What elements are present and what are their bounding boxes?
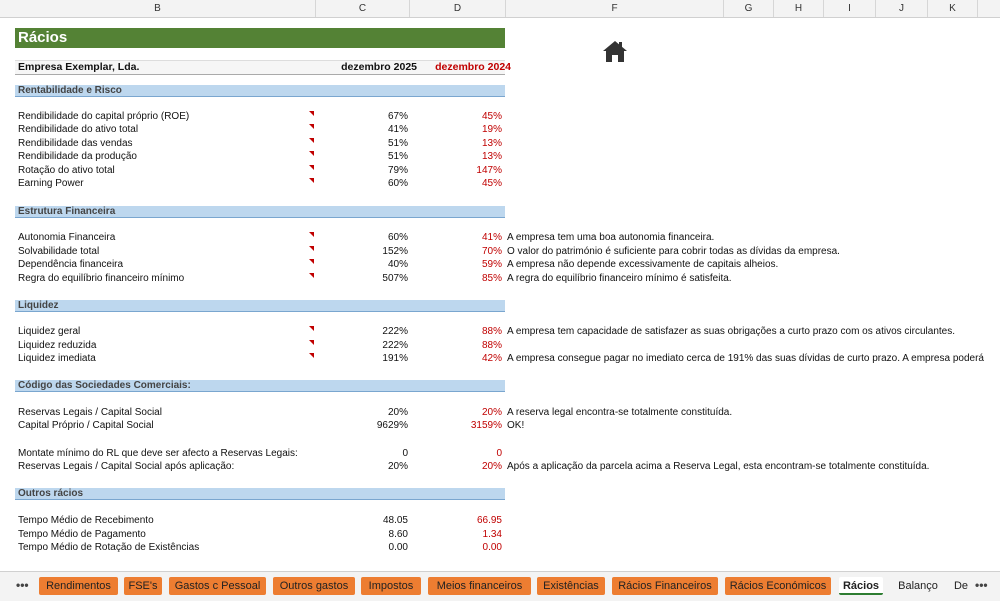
value-current: 51% bbox=[387, 151, 408, 162]
comment-indicator-icon[interactable] bbox=[309, 124, 314, 129]
value-previous: 13% bbox=[481, 151, 502, 162]
row-comment: A reserva legal encontra-se totalmente constituída. bbox=[507, 407, 733, 418]
value-current: 60% bbox=[387, 232, 408, 243]
table-row[interactable] bbox=[15, 460, 1000, 473]
row-label: Earning Power bbox=[18, 178, 84, 189]
tab-outros-gastos[interactable]: Outros gastos bbox=[273, 577, 355, 595]
row-label: Rotação do ativo total bbox=[18, 165, 115, 176]
tabs-scroll-right-button[interactable]: ••• bbox=[975, 578, 988, 592]
tab-meios-financeiros[interactable]: Meios financeiros bbox=[428, 577, 531, 595]
sheet-tab-bar bbox=[0, 571, 1000, 601]
page-title: Rácios bbox=[15, 28, 505, 48]
column-header-f[interactable]: F bbox=[506, 0, 724, 17]
value-previous: 85% bbox=[481, 273, 502, 284]
row-comment: A empresa não depende excessivamente de capitais alheios. bbox=[507, 259, 779, 270]
row-label: Liquidez imediata bbox=[18, 353, 96, 364]
table-row[interactable] bbox=[15, 541, 1000, 554]
value-previous: 20% bbox=[481, 461, 502, 472]
column-header-c[interactable]: C bbox=[316, 0, 410, 17]
value-current: 20% bbox=[387, 461, 408, 472]
value-current: 60% bbox=[387, 178, 408, 189]
table-row[interactable] bbox=[15, 137, 1000, 150]
row-label: Rendibilidade das vendas bbox=[18, 138, 133, 149]
comment-indicator-icon[interactable] bbox=[309, 111, 314, 116]
table-row[interactable] bbox=[15, 325, 1000, 338]
column-header-h[interactable]: H bbox=[774, 0, 824, 17]
comment-indicator-icon[interactable] bbox=[309, 138, 314, 143]
value-current: 51% bbox=[387, 138, 408, 149]
tab-existencias[interactable]: Existências bbox=[537, 577, 605, 595]
comment-indicator-icon[interactable] bbox=[309, 246, 314, 251]
company-header-row bbox=[15, 60, 511, 75]
table-row[interactable] bbox=[15, 514, 1000, 527]
column-header-j[interactable]: J bbox=[876, 0, 928, 17]
row-label: Tempo Médio de Rotação de Existências bbox=[18, 542, 200, 553]
row-label: Reservas Legais / Capital Social bbox=[18, 407, 162, 418]
value-current: 48.05 bbox=[382, 515, 408, 526]
value-previous: 42% bbox=[481, 353, 502, 364]
comment-indicator-icon[interactable] bbox=[309, 259, 314, 264]
column-header-bar bbox=[0, 0, 1000, 18]
period-previous-header: dezembro 2024 bbox=[435, 61, 511, 73]
comment-indicator-icon[interactable] bbox=[309, 273, 314, 278]
row-label: Montate mínimo do RL que deve ser afecto a Reservas Legais: bbox=[18, 448, 298, 459]
table-row[interactable] bbox=[15, 419, 1000, 432]
row-label: Dependência financeira bbox=[18, 259, 124, 270]
table-row[interactable] bbox=[15, 406, 1000, 419]
value-current: 0 bbox=[402, 448, 408, 459]
value-previous: 3159% bbox=[470, 420, 502, 431]
comment-indicator-icon[interactable] bbox=[309, 151, 314, 156]
home-icon[interactable] bbox=[602, 39, 628, 63]
table-row[interactable] bbox=[15, 272, 1000, 285]
value-current: 20% bbox=[387, 407, 408, 418]
value-previous: 1.34 bbox=[482, 529, 502, 540]
row-label: Tempo Médio de Pagamento bbox=[18, 529, 146, 540]
tab-impostos[interactable]: Impostos bbox=[361, 577, 421, 595]
tab-racios[interactable]: Rácios bbox=[839, 577, 883, 595]
value-current: 152% bbox=[382, 246, 408, 257]
table-row[interactable] bbox=[15, 258, 1000, 271]
row-comment: A empresa tem uma boa autonomia financeira. bbox=[507, 232, 715, 243]
value-previous: 88% bbox=[481, 340, 502, 351]
value-current: 0.00 bbox=[388, 542, 408, 553]
row-label: Capital Próprio / Capital Social bbox=[18, 420, 154, 431]
table-row[interactable] bbox=[15, 352, 1000, 365]
value-previous: 19% bbox=[481, 124, 502, 135]
row-label: Liquidez reduzida bbox=[18, 340, 97, 351]
tab-balanco[interactable]: Balanço bbox=[898, 580, 938, 592]
row-label: Rendibilidade do capital próprio (ROE) bbox=[18, 111, 190, 122]
row-label: Tempo Médio de Recebimento bbox=[18, 515, 154, 526]
tab-rendimentos[interactable]: Rendimentos bbox=[39, 577, 118, 595]
comment-indicator-icon[interactable] bbox=[309, 232, 314, 237]
column-header-g[interactable]: G bbox=[724, 0, 774, 17]
value-previous: 41% bbox=[481, 232, 502, 243]
value-current: 79% bbox=[387, 165, 408, 176]
company-name: Empresa Exemplar, Lda. bbox=[18, 61, 140, 73]
column-header-b[interactable]: B bbox=[0, 0, 316, 17]
value-current: 41% bbox=[387, 124, 408, 135]
value-current: 191% bbox=[382, 353, 408, 364]
table-row[interactable] bbox=[15, 177, 1000, 190]
tab-racios-economicos[interactable]: Rácios Económicos bbox=[725, 577, 831, 595]
section-codigo: Código das Sociedades Comerciais: bbox=[15, 380, 505, 392]
value-current: 40% bbox=[387, 259, 408, 270]
comment-indicator-icon[interactable] bbox=[309, 165, 314, 170]
tab-de[interactable]: De bbox=[953, 580, 969, 592]
value-previous: 88% bbox=[481, 326, 502, 337]
table-row[interactable] bbox=[15, 447, 1000, 460]
table-row[interactable] bbox=[15, 110, 1000, 123]
value-current: 67% bbox=[387, 111, 408, 122]
tab-fses[interactable]: FSE's bbox=[124, 577, 162, 595]
column-header-k[interactable]: K bbox=[928, 0, 978, 17]
value-previous: 70% bbox=[481, 246, 502, 257]
value-current: 507% bbox=[382, 273, 408, 284]
row-label: Rendibilidade da produção bbox=[18, 151, 137, 162]
tab-racios-financeiros[interactable]: Rácios Financeiros bbox=[612, 577, 718, 595]
comment-indicator-icon[interactable] bbox=[309, 340, 314, 345]
value-previous: 45% bbox=[481, 111, 502, 122]
value-current: 222% bbox=[382, 326, 408, 337]
table-row[interactable] bbox=[15, 150, 1000, 163]
tab-gastos-pessoal[interactable]: Gastos c Pessoal bbox=[169, 577, 266, 595]
row-label: Reservas Legais / Capital Social após aplicação: bbox=[18, 461, 235, 472]
value-current: 222% bbox=[382, 340, 408, 351]
value-previous: 59% bbox=[481, 259, 502, 270]
table-row[interactable] bbox=[15, 164, 1000, 177]
row-label: Liquidez geral bbox=[18, 326, 81, 337]
row-label: Regra do equilíbrio financeiro mínimo bbox=[18, 273, 185, 284]
section-outros: Outros rácios bbox=[15, 488, 505, 500]
sheet-grid[interactable] bbox=[0, 17, 1000, 571]
table-row[interactable] bbox=[15, 123, 1000, 136]
section-liquidez: Liquidez bbox=[15, 300, 505, 312]
comment-indicator-icon[interactable] bbox=[309, 178, 314, 183]
row-label: Autonomia Financeira bbox=[18, 232, 116, 243]
tabs-scroll-left-button[interactable]: ••• bbox=[16, 578, 29, 592]
section-rentabilidade: Rentabilidade e Risco bbox=[15, 85, 505, 97]
row-comment: A empresa tem capacidade de satisfazer as suas obrigações a curto prazo com os ativos circulantes. bbox=[507, 326, 956, 337]
value-previous: 66.95 bbox=[476, 515, 502, 526]
comment-indicator-icon[interactable] bbox=[309, 326, 314, 331]
value-previous: 13% bbox=[481, 138, 502, 149]
row-comment: A regra do equilíbrio financeiro mínimo é satisfeita. bbox=[507, 273, 732, 284]
value-previous: 20% bbox=[481, 407, 502, 418]
comment-indicator-icon[interactable] bbox=[309, 353, 314, 358]
value-previous: 147% bbox=[476, 165, 502, 176]
row-comment: A empresa consegue pagar no imediato cerca de 191% das suas dívidas de curto prazo. A empresa poderá bbox=[507, 353, 984, 364]
row-comment: Após a aplicação da parcela acima a Reserva Legal, esta encontram-se totalmente constituída. bbox=[507, 461, 930, 472]
value-previous: 0 bbox=[496, 448, 502, 459]
table-row[interactable] bbox=[15, 339, 1000, 352]
column-header-d[interactable]: D bbox=[410, 0, 506, 17]
row-comment: OK! bbox=[507, 420, 525, 431]
value-previous: 45% bbox=[481, 178, 502, 189]
row-label: Rendibilidade do ativo total bbox=[18, 124, 139, 135]
column-header-i[interactable]: I bbox=[824, 0, 876, 17]
table-row[interactable] bbox=[15, 245, 1000, 258]
table-row[interactable] bbox=[15, 528, 1000, 541]
value-current: 9629% bbox=[376, 420, 408, 431]
row-label: Solvabilidade total bbox=[18, 246, 100, 257]
value-current: 8.60 bbox=[388, 529, 408, 540]
value-previous: 0.00 bbox=[482, 542, 502, 553]
row-comment: O valor do património é suficiente para cobrir todas as dívidas da empresa. bbox=[507, 246, 840, 257]
section-estrutura: Estrutura Financeira bbox=[15, 206, 505, 218]
period-current-header: dezembro 2025 bbox=[341, 61, 417, 73]
table-row[interactable] bbox=[15, 231, 1000, 244]
